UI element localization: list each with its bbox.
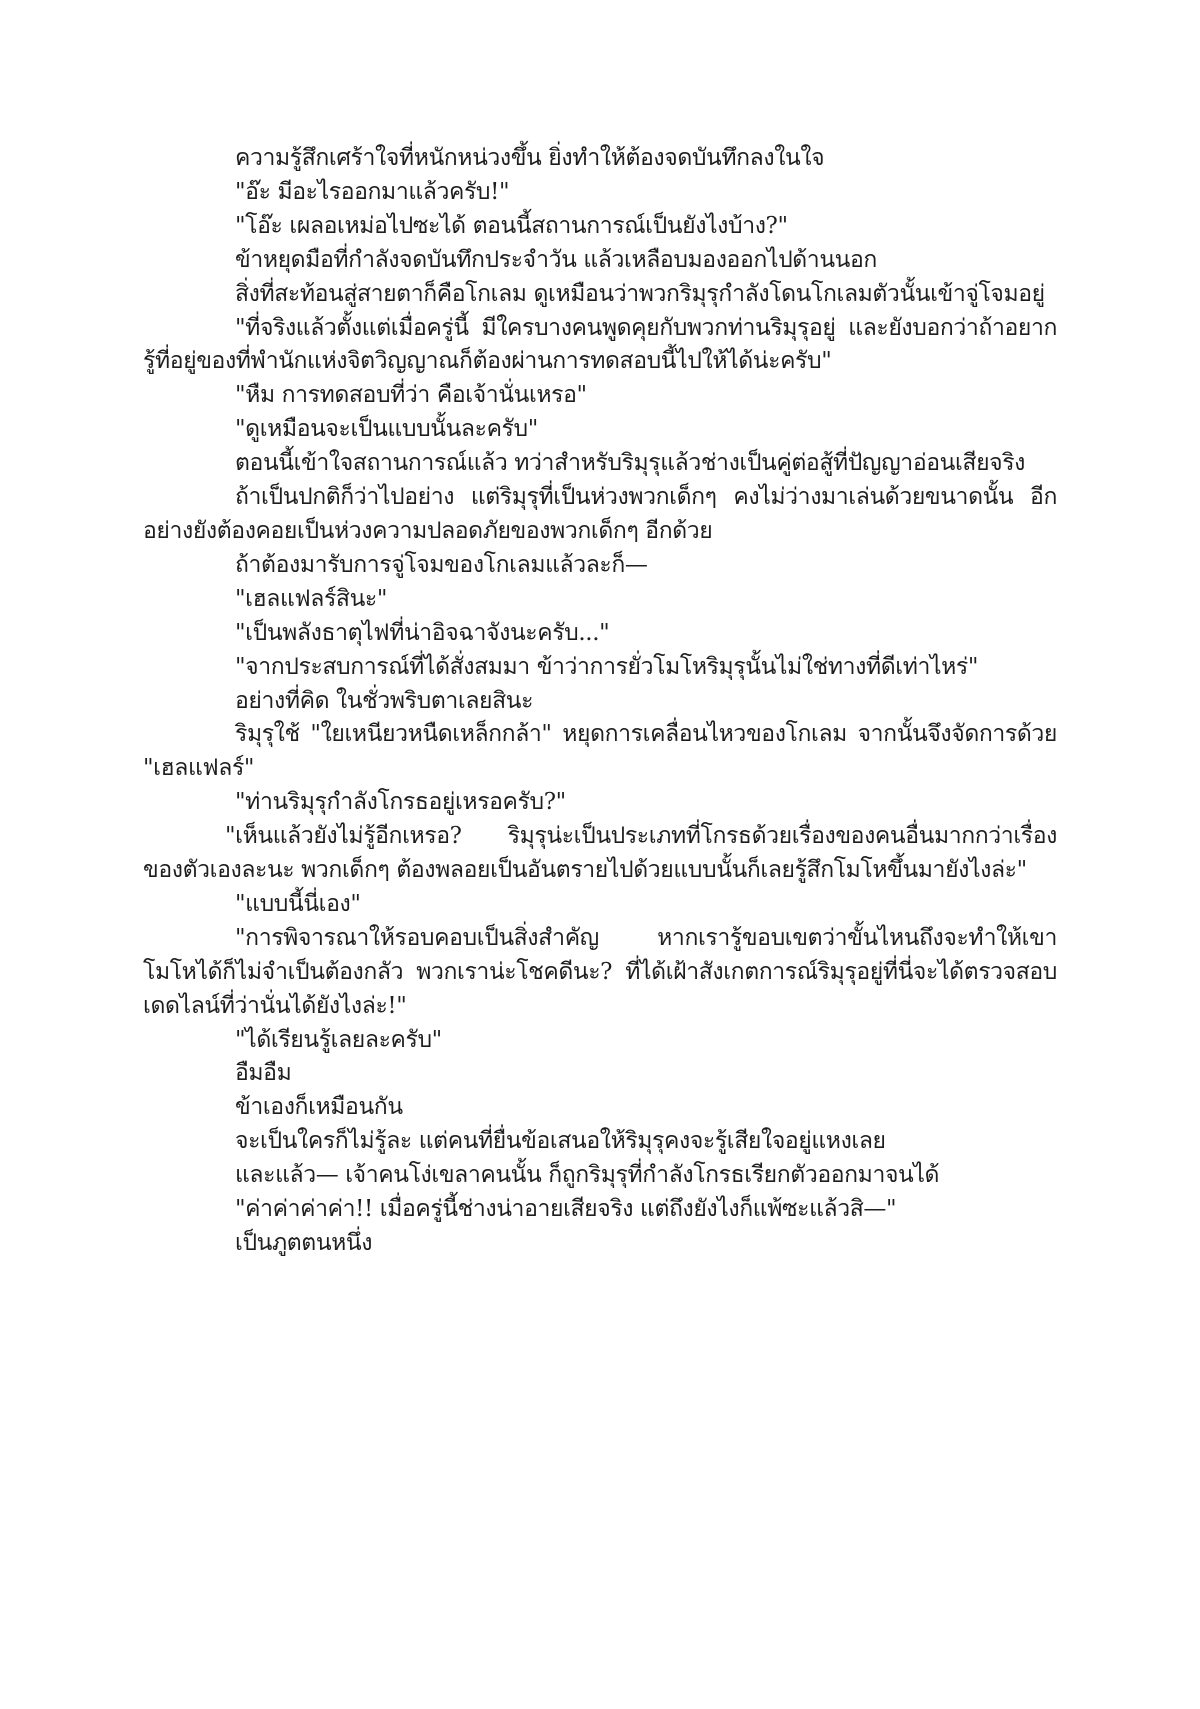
paragraph-20: "การพิจารณาให้รอบคอบเป็นสิ่งสำคัญ หากเรารู้ขอบเขตว่าขั้นไหนถึงจะทำให้เขาโมโหได้ก็ไม่จำเป็นต้องกลัว พวกเราน่ะโชคดีนะ? ที่ได้เฝ้าสังเกตการณ์ริมุรุอยู่ที่นี่จะได้ตรวจสอบเดดไลน์ที่ว่านั่นได้ยังไงล่ะ!" xyxy=(143,924,1057,1019)
paragraph-24: จะเป็นใครก็ไม่รู้ละ แต่คนที่ยื่นข้อเสนอให้ริมุรุคงจะรู้เสียใจอยู่แหงเลย xyxy=(235,1128,886,1155)
paragraph-19: "แบบนี้นี่เอง" xyxy=(235,890,361,917)
paragraph-1: ความรู้สึกเศร้าใจที่หนักหน่วงขึ้น ยิ่งทำให้ต้องจดบันทึกลงในใจ xyxy=(235,145,825,171)
paragraph-18: "เห็นแล้วยังไม่รู้อีกเหรอ? ริมุรุน่ะเป็นประเภทที่โกรธด้วยเรื่องของคนอื่นมากกว่าเรื่องของตัวเองละนะ พวกเด็กๆ ต้องพลอยเป็นอันตรายไปด้วยแบบนั้นก็เลยรู้สึกโมโหขึ้นมายังไงล่ะ" xyxy=(143,823,1057,884)
paragraph-13: "เป็นพลังธาตุไฟที่น่าอิจฉาจังนะครับ..." xyxy=(235,619,610,646)
paragraph-21: "ได้เรียนรู้เลยละครับ" xyxy=(235,1026,442,1053)
paragraph-9: ตอนนี้เข้าใจสถานการณ์แล้ว ทว่าสำหรับริมุรุแล้วช่างเป็นคู่ต่อสู้ที่ปัญญาอ่อนเสียจริง xyxy=(235,450,1026,477)
paragraph-10: ถ้าเป็นปกติก็ว่าไปอย่าง แต่ริมุรุที่เป็นห่วงพวกเด็กๆ คงไม่ว่างมาเล่นด้วยขนาดนั้น อีกอย่างยังต้องคอยเป็นห่วงความปลอดภัยของพวกเด็กๆ อีกด้วย xyxy=(143,484,1057,544)
paragraph-12: "เฮลแฟลร์สินะ" xyxy=(235,585,388,612)
paragraph-15: อย่างที่คิด ในชั่วพริบตาเลยสินะ xyxy=(235,687,534,714)
paragraph-4: ข้าหยุดมือที่กำลังจดบันทึกประจำวัน แล้วเหลือบมองออกไปด้านนอก xyxy=(235,246,877,273)
paragraph-8: "ดูเหมือนจะเป็นแบบนั้นละครับ" xyxy=(235,416,538,443)
paragraph-5: สิ่งที่สะท้อนสู่สายตาก็คือโกเลม ดูเหมือนว่าพวกริมุรุกำลังโดนโกเลมตัวนั้นเข้าจู่โจมอยู่ xyxy=(235,280,1045,307)
paragraph-23: ข้าเองก็เหมือนกัน xyxy=(235,1094,403,1121)
paragraph-2: "อ๊ะ มีอะไรออกมาแล้วครับ!" xyxy=(235,178,510,205)
paragraph-11: ถ้าต้องมารับการจู่โจมของโกเลมแล้วละก็— xyxy=(235,551,648,578)
paragraph-26: "ค่าค่าค่าค่า!! เมื่อครู่นี้ช่างน่าอายเสียจริง แต่ถึงยังไงก็แพ้ซะแล้วสิ—" xyxy=(235,1196,897,1223)
paragraph-14: "จากประสบการณ์ที่ได้สั่งสมมา ข้าว่าการยั่วโมโหริมุรุนั้นไม่ใช่ทางที่ดีเท่าไหร่" xyxy=(235,653,979,680)
paragraph-7: "หืม การทดสอบที่ว่า คือเจ้านั่นเหรอ" xyxy=(235,382,587,409)
story-text xyxy=(143,142,1057,1261)
paragraph-17: "ท่านริมุรุกำลังโกรธอยู่เหรอครับ?" xyxy=(235,789,566,816)
paragraph-3: "โอ๊ะ เผลอเหม่อไปซะได้ ตอนนี้สถานการณ์เป็นยังไงบ้าง?" xyxy=(235,212,788,239)
paragraph-6: "ที่จริงแล้วตั้งแต่เมื่อครู่นี้ มีใครบางคนพูดคุยกับพวกท่านริมุรุอยู่ และยังบอกว่าถ้าอยากรู้ที่อยู่ของที่พำนักแห่งจิตวิญญาณก็ต้องผ่านการทดสอบนี้ไปให้ได้น่ะครับ" xyxy=(143,314,1057,375)
paragraph-27: เป็นภูตตนหนึ่ง xyxy=(235,1230,373,1256)
paragraph-25: และแล้ว— เจ้าคนโง่เขลาคนนั้น ก็ถูกริมุรุที่กำลังโกรธเรียกตัวออกมาจนได้ xyxy=(235,1162,940,1189)
paragraph-16: ริมุรุใช้ "ใยเหนียวหนืดเหล็กกล้า" หยุดการเคลื่อนไหวของโกเลม จากนั้นจึงจัดการด้วย "เฮลแฟลร์" xyxy=(143,721,1057,782)
paragraph-22: อืมอืม xyxy=(235,1060,292,1087)
